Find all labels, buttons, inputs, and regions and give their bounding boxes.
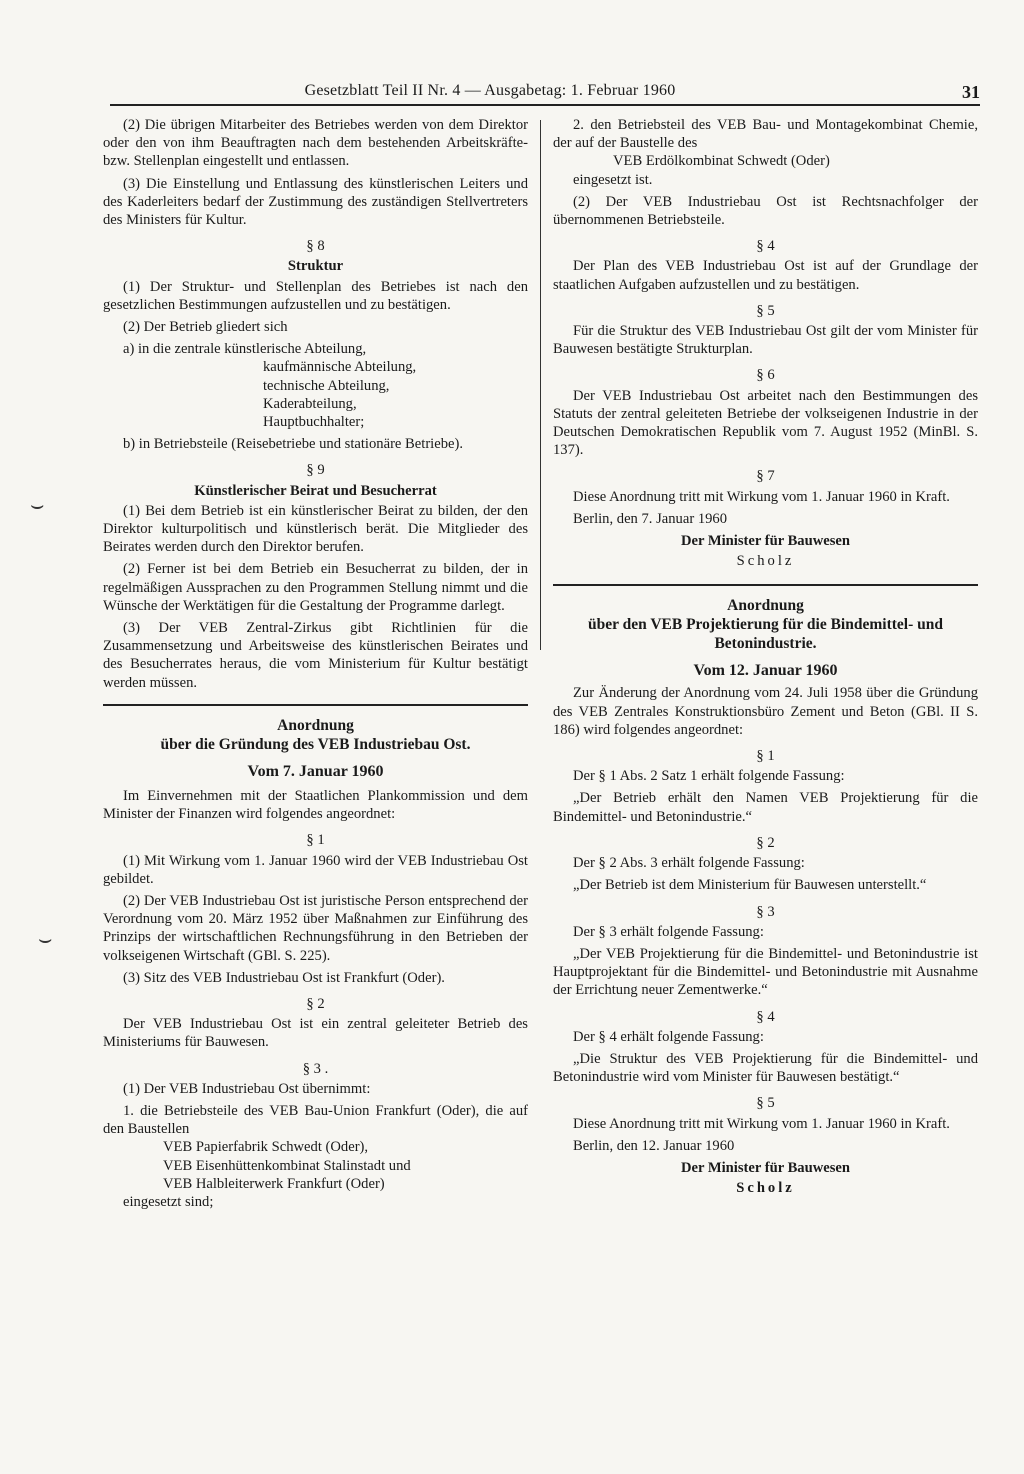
list-item: b) in Betriebsteile (Reisebetriebe und stationäre Betriebe). xyxy=(123,436,463,453)
paragraph: Der Plan des VEB Industriebau Ost ist auf der Grundlage der staatlichen Aufgaben aufzustellen und zu bestätigen. xyxy=(553,258,978,293)
section-number: § 5 xyxy=(756,302,775,319)
ordinance-title: Anordnung xyxy=(727,597,804,615)
margin-mark: ⌣ xyxy=(38,926,53,951)
list-item: 1. die Betriebsteile des VEB Bau-Union Frankfurt (Oder), die auf den Baustellen xyxy=(103,1102,528,1138)
list-subitem: technische Abteilung, xyxy=(263,377,390,394)
section-number: § 5 xyxy=(756,1095,775,1112)
ordinance-date: Vom 12. Januar 1960 xyxy=(693,662,838,680)
quotation: „Der Betrieb erhält den Namen VEB Projektierung für die Bindemittel- und Betonindustrie.“ xyxy=(553,790,978,825)
paragraph: (2) Der Betrieb gliedert sich xyxy=(123,319,288,336)
paragraph: (1) Der VEB Industriebau Ost übernimmt: xyxy=(123,1080,371,1097)
section-number: § 4 xyxy=(756,1008,775,1025)
paragraph: (2) Ferner ist bei dem Betrieb ein Besucherrat zu bilden, der in regelmäßigen Aussprachen zu den Programmen Stellung nimmt und die Wünsche der Werktätigen für die Gestaltung der Programme darlegt. xyxy=(103,561,528,614)
quotation: „Der VEB Projektierung für die Bindemittel- und Betonindustrie ist Hauptprojektant für die Bindemittel- und Betonindustrie mit Ausnahme der Errichtung neuer Zementwerke.“ xyxy=(553,945,978,999)
paragraph: Der § 3 erhält folgende Fassung: xyxy=(573,923,764,940)
paragraph: Diese Anordnung tritt mit Wirkung vom 1. Januar 1960 in Kraft. xyxy=(573,488,950,505)
paragraph: Im Einvernehmen mit der Staatlichen Plankommission und dem Minister der Finanzen wird folgendes angeordnet: xyxy=(103,787,528,823)
ordinance-title: Anordnung xyxy=(277,716,354,734)
paragraph: (1) Bei dem Betrieb ist ein künstlerischer Beirat zu bilden, der den Direktor kulturpolitisch und künstlerisch berät. Die Mitglieder des Beirates werden durch den Direktor berufen. xyxy=(103,502,528,556)
paragraph: Zur Änderung der Anordnung vom 24. Juli 1958 über die Gründung des VEB Zentrales Konstruktionsbüro Zement und Beton (GBl. II S. 186) wird folgendes angeordnet: xyxy=(553,685,978,738)
paragraph: Der VEB Industriebau Ost arbeitet nach den Bestimmungen des Statuts der zentral geleiteten Betriebe der volkseigenen Industrie in der Deutschen Demokratischen Republik vom 7. August 1952 (MinBl. S. 137). xyxy=(553,387,978,459)
section-rule xyxy=(103,704,528,706)
paragraph: eingesetzt ist. xyxy=(573,171,653,188)
section-number: § 2 xyxy=(756,834,775,851)
section-number: § 9 xyxy=(306,462,325,479)
paragraph: Der § 4 erhält folgende Fassung: xyxy=(573,1028,764,1045)
paragraph: (1) Der Struktur- und Stellenplan des Betriebes ist nach den gesetzlichen Bestimmungen aufzustellen und zu bestätigen. xyxy=(103,278,528,313)
section-number: § 3 . xyxy=(302,1060,329,1077)
section-number: § 7 xyxy=(756,468,775,485)
section-number: § 6 xyxy=(756,367,775,384)
paragraph: (1) Mit Wirkung vom 1. Januar 1960 wird der VEB Industriebau Ost gebildet. xyxy=(103,852,528,887)
quotation: „Der Betrieb ist dem Ministerium für Bauwesen unterstellt.“ xyxy=(573,877,927,894)
site-item: VEB Papierfabrik Schwedt (Oder), xyxy=(163,1139,369,1156)
list-item: 2. den Betriebsteil des VEB Bau- und Montagekombinat Chemie, der auf der Baustelle des xyxy=(553,117,978,152)
section-title: Künstlerischer Beirat und Besucherrat xyxy=(194,482,437,499)
left-column xyxy=(103,116,528,1215)
paragraph: Der VEB Industriebau Ost ist ein zentral geleiteter Betrieb des Ministeriums für Bauwesen. xyxy=(103,1016,528,1051)
paragraph: (2) Die übrigen Mitarbeiter des Betriebes werden von dem Direktor oder den von ihm Beauftragten nach dem bestehenden Arbeitskräfte- bzw. Stellenplan eingestellt und entlassen. xyxy=(103,117,528,170)
header-title: Gesetzblatt Teil II Nr. 4 — Ausgabetag: 1. Februar 1960 xyxy=(304,82,676,99)
paragraph: (3) Die Einstellung und Entlassung des künstlerischen Leiters und des Kaderleiters bedarf der Zustimmung des zuständigen Stellvertreters des Ministers für Kultur. xyxy=(103,175,528,229)
list-subitem: Kaderabteilung, xyxy=(263,395,357,412)
ordinance-subtitle: über den VEB Projektierung für die Bindemittel- und Betonindustrie. xyxy=(588,616,943,653)
section-number: § 1 xyxy=(756,748,775,765)
place-date: Berlin, den 12. Januar 1960 xyxy=(573,1137,735,1154)
paragraph: Der § 2 Abs. 3 erhält folgende Fassung: xyxy=(573,855,805,872)
paragraph: Für die Struktur des VEB Industriebau Ost gilt der vom Minister für Bauwesen bestätigte Strukturplan. xyxy=(553,323,978,358)
paragraph: (2) Der VEB Industriebau Ost ist Rechtsnachfolger der übernommenen Betriebsteile. xyxy=(553,193,978,229)
header-rule xyxy=(110,104,980,106)
paragraph: (2) Der VEB Industriebau Ost ist juristische Person entsprechend der Verordnung vom 20. März 1952 über Maßnahmen zur Einführung des Prinzips der wirtschaftlichen Rechnungsführung in den Betrieben der volkseigenen Wirtschaft (GBl. S. 225). xyxy=(103,892,528,964)
paragraph: (3) Sitz des VEB Industriebau Ost ist Frankfurt (Oder). xyxy=(123,969,445,986)
list-subitem: Hauptbuchhalter; xyxy=(263,414,365,431)
signature-title: Der Minister für Bauwesen xyxy=(680,1159,851,1176)
section-rule xyxy=(553,584,978,586)
paragraph: Der § 1 Abs. 2 Satz 1 erhält folgende Fassung: xyxy=(573,768,845,785)
column-divider xyxy=(540,120,541,650)
section-number: § 4 xyxy=(756,238,775,255)
site-item: VEB Halbleiterwerk Frankfurt (Oder) xyxy=(163,1175,385,1192)
place-date: Berlin, den 7. Januar 1960 xyxy=(573,510,728,527)
section-number: § 1 xyxy=(306,832,325,849)
site-item: VEB Erdölkombinat Schwedt (Oder) xyxy=(613,153,830,170)
page-number: 31 xyxy=(962,82,980,102)
list-item: a) in die zentrale künstlerische Abteilung, xyxy=(123,341,367,358)
section-number: § 2 xyxy=(306,995,325,1012)
signature-name: Scholz xyxy=(736,553,795,570)
section-title: Struktur xyxy=(287,258,344,275)
page-header xyxy=(110,82,980,104)
paragraph: Diese Anordnung tritt mit Wirkung vom 1. Januar 1960 in Kraft. xyxy=(573,1115,950,1132)
section-number: § 8 xyxy=(306,238,325,255)
right-column xyxy=(553,116,978,1199)
signature-name: Scholz xyxy=(736,1180,795,1197)
site-item: VEB Eisenhüttenkombinat Stalinstadt und xyxy=(163,1157,411,1174)
section-number: § 3 xyxy=(756,903,775,920)
margin-mark: ⌣ xyxy=(30,492,45,517)
signature-title: Der Minister für Bauwesen xyxy=(680,533,851,550)
paragraph: (3) Der VEB Zentral-Zirkus gibt Richtlinien für die Zusammensetzung und Arbeitsweise des künstlerischen Beirates und des Besucherrates heraus, die vom Ministerium für Kultur bestätigt werden müssen. xyxy=(103,620,528,691)
ordinance-date: Vom 7. Januar 1960 xyxy=(247,762,384,780)
quotation: „Die Struktur des VEB Projektierung für die Bindemittel- und Betonindustrie wird vom Minister für Bauwesen bestätigt.“ xyxy=(553,1050,978,1086)
paragraph: eingesetzt sind; xyxy=(123,1193,214,1210)
list-subitem: kaufmännische Abteilung, xyxy=(263,359,417,376)
ordinance-subtitle: über die Gründung des VEB Industriebau Ost. xyxy=(160,735,471,753)
